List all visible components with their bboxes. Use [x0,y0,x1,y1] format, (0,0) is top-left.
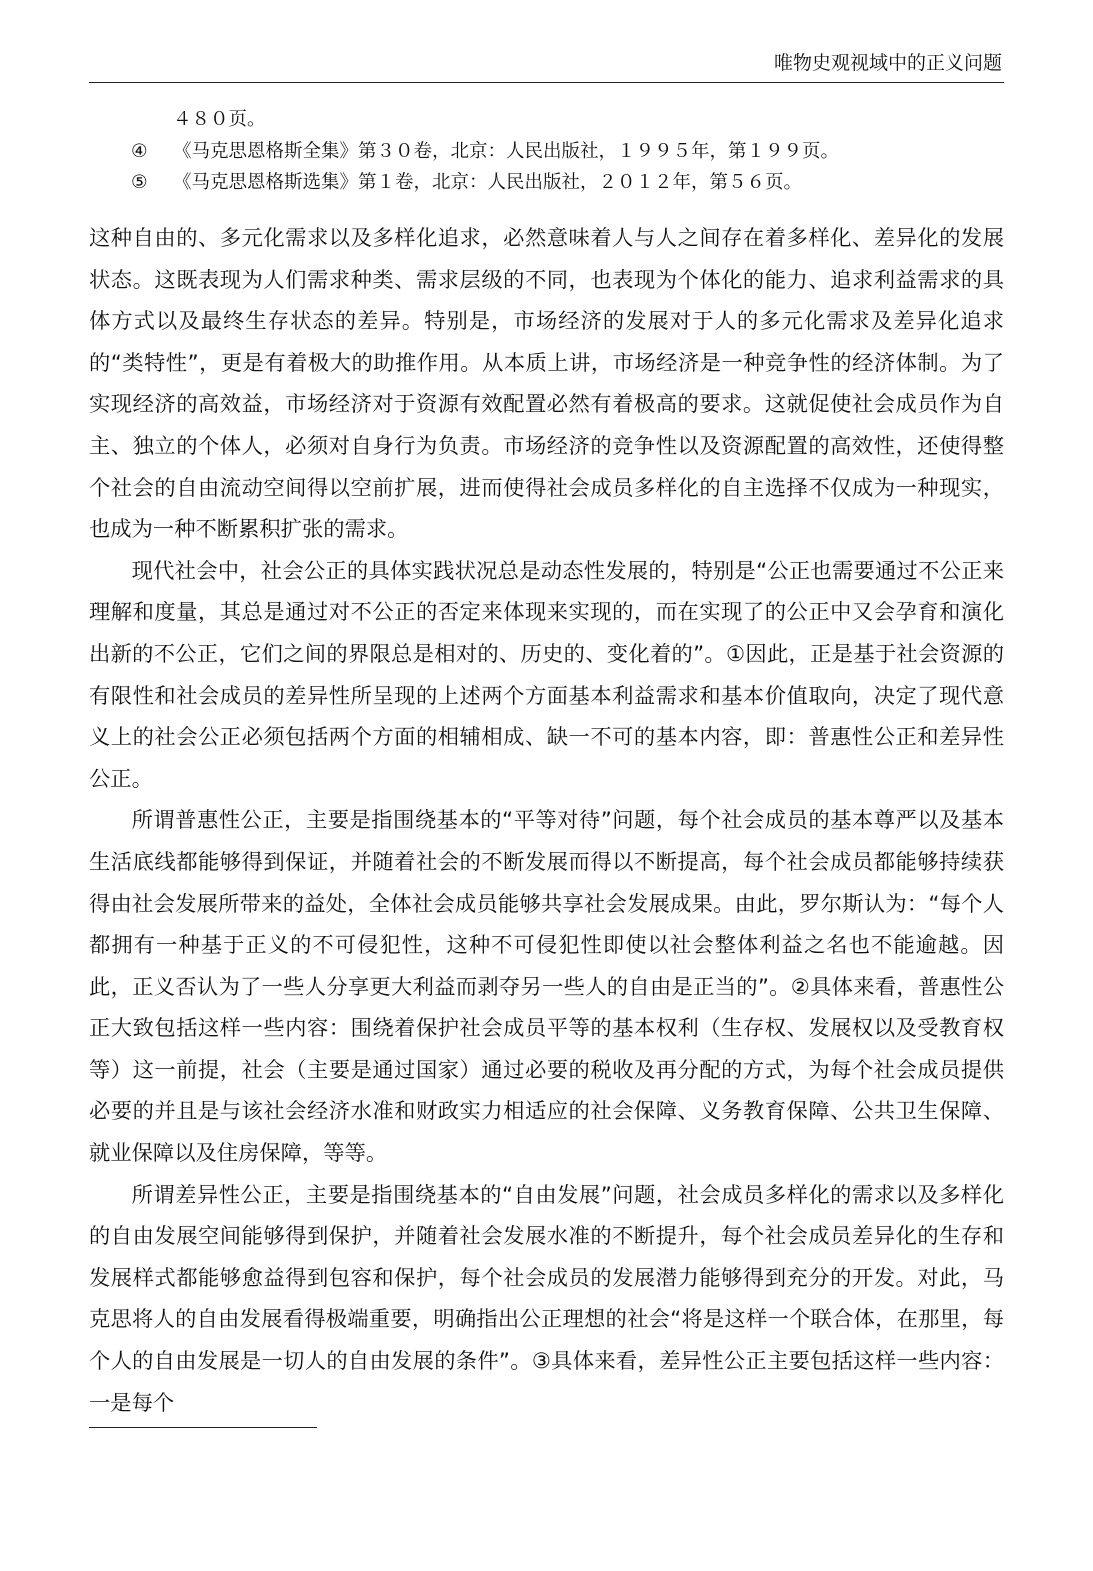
body-paragraph: 所谓差异性公正，主要是指围绕基本的“自由发展”问题，社会成员多样化的需求以及多样化的自由发展空间能够得到保护，并随着社会发展水准的不断提升，每个社会成员差异化的生存和发展样式都能够愈益得到包容和保护，每个社会成员的发展潜力能够得到充分的开发。对此，马克思将人的自由发展看得极端重要，明确指出公正理想的社会“将是这样一个联合体，在那里，每个人的自由发展是一切人的自由发展的条件”。③具体来看，差异性公正主要包括这样一些内容：一是每个 [89,1182,1004,1416]
body-text [89,218,1004,1424]
footnote-item [89,167,1004,199]
header-divider [89,82,1004,83]
footnote-continuation: ４８０页。 [173,109,266,130]
footnote-text: 《马克思恩格斯选集》第１卷，北京：人民出版社，２０１２年，第５６页。 [173,172,803,193]
top-footnotes [89,104,1004,199]
footnote-number: ⑤ [131,172,148,193]
body-paragraph: 所谓普惠性公正，主要是指围绕基本的“平等对待”问题，每个社会成员的基本尊严以及基本生活底线都能够得到保证，并随着社会的不断发展而得以不断提高，每个社会成员都能够持续获得由社会发展所带来的益处，全体社会成员能够共享社会发展成果。由此，罗尔斯认为：“每个人都拥有一种基于正义的不可侵犯性，这种不可侵犯性即使以社会整体利益之名也不能逾越。因此，正义否认为了一些人分享更大利益而剥夺另一些人的自由是正当的”。②具体来看，普惠性公正大致包括这样一些内容：围绕着保护社会成员平等的基本权利（生存权、发展权以及受教育权等）这一前提，社会（主要是通过国家）通过必要的税收及再分配的方式，为每个社会成员提供必要的并且是与该社会经济水准和财政实力相适应的社会保障、义务教育保障、公共卫生保障、就业保障以及住房保障，等等。 [89,808,1004,1167]
footnote-number: ④ [131,140,148,162]
body-paragraph: 现代社会中，社会公正的具体实践状况总是动态性发展的，特别是“公正也需要通过不公正来理解和度量，其总是通过对不公正的否定来体现来实现的，而在实现了的公正中又会孕育和演化出新的不公正，它们之间的界限总是相对的、历史的、变化着的”。①因此，正是基于社会资源的有限性和社会成员的差异性所呈现的上述两个方面基本利益需求和基本价值取向，决定了现代意义上的社会公正必须包括两个方面的相辅相成、缺一不可的基本内容，即：普惠性公正和差异性公正。 [89,558,1004,792]
footnote-text: 《马克思恩格斯全集》第３０卷，北京：人民出版社，１９９５年，第１９９页。 [173,140,840,162]
running-header-title: 唯物史观视域中的正义问题 [773,52,1002,74]
footnote-item [89,136,1004,168]
footnote-separator [89,1427,317,1428]
body-paragraph: 这种自由的、多元化需求以及多样化追求，必然意味着人与人之间存在着多样化、差异化的发展状态。这既表现为人们需求种类、需求层级的不同，也表现为个体化的能力、追求利益需求的具体方式以及最终生存状态的差异。特别是，市场经济的发展对于人的多元化需求及差异化追求的“类特性”，更是有着极大的助推作用。从本质上讲，市场经济是一种竞争性的经济体制。为了实现经济的高效益，市场经济对于资源有效配置必然有着极高的要求。这就促使社会成员作为自主、独立的个体人，必须对自身行为负责。市场经济的竞争性以及资源配置的高效性，还使得整个社会的自由流动空间得以空前扩展，进而使得社会成员多样化的自主选择不仅成为一种现实，也成为一种不断累积扩张的需求。 [89,226,1004,543]
